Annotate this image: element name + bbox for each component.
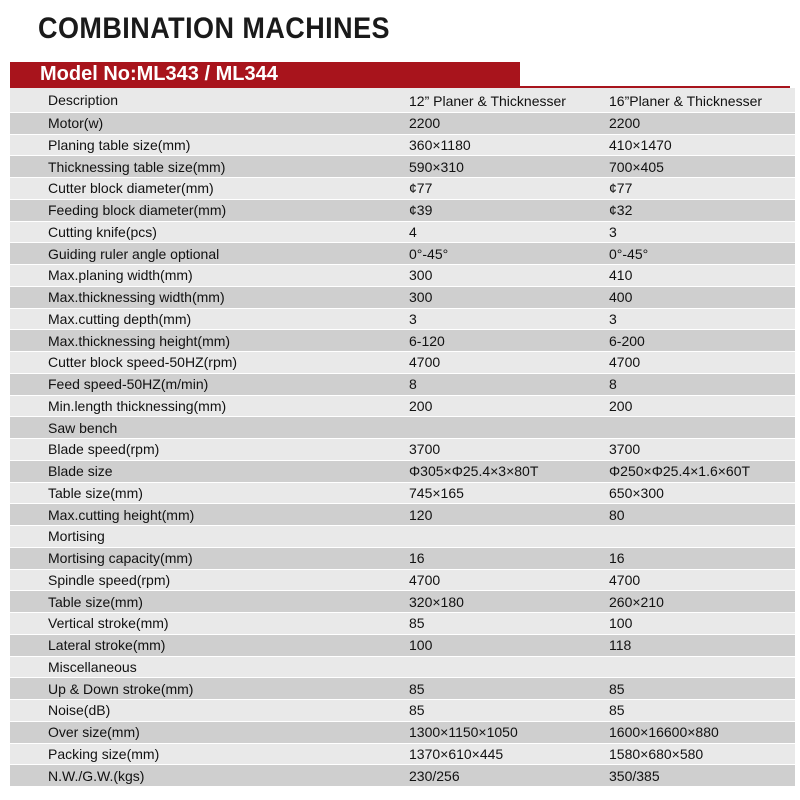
value-12in xyxy=(403,656,604,678)
value-12in: 300 xyxy=(403,286,604,308)
row-label: Max.cutting height(mm) xyxy=(10,504,403,526)
value-16in: 650×300 xyxy=(604,482,795,504)
row-label: Feed speed-50HZ(m/min) xyxy=(10,373,403,395)
value-16in: 4700 xyxy=(604,569,795,591)
table-row xyxy=(10,765,795,787)
table-row xyxy=(10,569,795,591)
value-12in: 85 xyxy=(403,678,604,700)
value-12in: 2200 xyxy=(403,112,604,134)
table-row xyxy=(10,373,795,395)
table-row xyxy=(10,395,795,417)
row-label: Guiding ruler angle optional xyxy=(10,243,403,265)
value-12in: 1370×610×445 xyxy=(403,743,604,765)
value-12in: 745×165 xyxy=(403,482,604,504)
value-16in: 1600×16600×880 xyxy=(604,721,795,743)
row-label: Miscellaneous xyxy=(10,656,403,678)
value-12in: 230/256 xyxy=(403,765,604,787)
row-label: Table size(mm) xyxy=(10,482,403,504)
table-row xyxy=(10,613,795,635)
table-row xyxy=(10,112,795,134)
column-header-description: Description xyxy=(10,88,403,112)
row-label: Planing table size(mm) xyxy=(10,134,403,156)
value-12in: 1300×1150×1050 xyxy=(403,721,604,743)
table-row xyxy=(10,547,795,569)
table-row xyxy=(10,743,795,765)
value-16in: 410×1470 xyxy=(604,134,795,156)
value-16in: 260×210 xyxy=(604,591,795,613)
row-label: Cutter block diameter(mm) xyxy=(10,178,403,200)
row-label: N.W./G.W.(kgs) xyxy=(10,765,403,787)
row-label: Over size(mm) xyxy=(10,721,403,743)
table-row xyxy=(10,352,795,374)
value-12in: 4700 xyxy=(403,352,604,374)
table-row xyxy=(10,591,795,613)
table-row xyxy=(10,504,795,526)
table-row xyxy=(10,678,795,700)
table-row xyxy=(10,330,795,352)
value-12in: 320×180 xyxy=(403,591,604,613)
row-label: Cutting knife(pcs) xyxy=(10,221,403,243)
value-12in: 8 xyxy=(403,373,604,395)
value-12in: ¢39 xyxy=(403,199,604,221)
value-12in: 100 xyxy=(403,634,604,656)
row-label: Table size(mm) xyxy=(10,591,403,613)
row-label: Spindle speed(rpm) xyxy=(10,569,403,591)
value-16in: 6-200 xyxy=(604,330,795,352)
value-16in: 2200 xyxy=(604,112,795,134)
table-row xyxy=(10,178,795,200)
value-12in: 4 xyxy=(403,221,604,243)
value-16in: 0°-45° xyxy=(604,243,795,265)
table-row xyxy=(10,721,795,743)
row-label: Mortising capacity(mm) xyxy=(10,547,403,569)
row-label: Max.thicknessing height(mm) xyxy=(10,330,403,352)
table-row xyxy=(10,482,795,504)
table-row xyxy=(10,221,795,243)
row-label: Up & Down stroke(mm) xyxy=(10,678,403,700)
value-16in xyxy=(604,526,795,548)
value-16in: 85 xyxy=(604,678,795,700)
value-16in: 100 xyxy=(604,613,795,635)
value-16in: 4700 xyxy=(604,352,795,374)
value-12in: 4700 xyxy=(403,569,604,591)
table-row xyxy=(10,308,795,330)
value-16in: 3700 xyxy=(604,439,795,461)
table-row xyxy=(10,286,795,308)
table-row xyxy=(10,700,795,722)
row-label: Cutter block speed-50HZ(rpm) xyxy=(10,352,403,374)
value-16in: 400 xyxy=(604,286,795,308)
value-16in: 80 xyxy=(604,504,795,526)
value-12in: 590×310 xyxy=(403,156,604,178)
value-16in: 85 xyxy=(604,700,795,722)
table-row xyxy=(10,439,795,461)
row-label: Blade speed(rpm) xyxy=(10,439,403,461)
row-label: Mortising xyxy=(10,526,403,548)
table-row xyxy=(10,134,795,156)
value-16in: Φ250×Φ25.4×1.6×60T xyxy=(604,460,795,482)
column-header-16in: 16”Planer & Thicknesser xyxy=(604,88,795,112)
table-row xyxy=(10,156,795,178)
value-16in: 8 xyxy=(604,373,795,395)
row-label: Thicknessing table size(mm) xyxy=(10,156,403,178)
value-16in xyxy=(604,656,795,678)
row-label: Blade size xyxy=(10,460,403,482)
row-label: Packing size(mm) xyxy=(10,743,403,765)
table-row xyxy=(10,460,795,482)
table-row xyxy=(10,526,795,548)
row-label: Noise(dB) xyxy=(10,700,403,722)
row-label: Lateral stroke(mm) xyxy=(10,634,403,656)
value-16in: 410 xyxy=(604,265,795,287)
value-12in: Φ305×Φ25.4×3×80T xyxy=(403,460,604,482)
value-16in: 1580×680×580 xyxy=(604,743,795,765)
value-16in: 200 xyxy=(604,395,795,417)
row-label: Vertical stroke(mm) xyxy=(10,613,403,635)
row-label: Motor(w) xyxy=(10,112,403,134)
row-label: Feeding block diameter(mm) xyxy=(10,199,403,221)
value-12in: ¢77 xyxy=(403,178,604,200)
model-number-label: Model No:ML343 / ML344 xyxy=(40,63,278,85)
value-16in: 118 xyxy=(604,634,795,656)
value-12in: 0°-45° xyxy=(403,243,604,265)
row-label: Max.thicknessing width(mm) xyxy=(10,286,403,308)
table-row xyxy=(10,199,795,221)
value-12in: 85 xyxy=(403,613,604,635)
table-row xyxy=(10,243,795,265)
value-16in: 350/385 xyxy=(604,765,795,787)
page-title: COMBINATION MACHINES xyxy=(38,12,390,45)
value-16in: ¢77 xyxy=(604,178,795,200)
table-row xyxy=(10,656,795,678)
table-row xyxy=(10,265,795,287)
row-label: Max.cutting depth(mm) xyxy=(10,308,403,330)
value-16in: 16 xyxy=(604,547,795,569)
value-12in: 16 xyxy=(403,547,604,569)
value-16in: 700×405 xyxy=(604,156,795,178)
value-16in: 3 xyxy=(604,308,795,330)
column-header-12in: 12” Planer & Thicknesser xyxy=(403,88,604,112)
table-row xyxy=(10,634,795,656)
value-16in xyxy=(604,417,795,439)
table-row xyxy=(10,417,795,439)
table-header-row xyxy=(10,88,795,112)
spec-table xyxy=(10,88,795,787)
value-12in: 120 xyxy=(403,504,604,526)
value-16in: 3 xyxy=(604,221,795,243)
row-label: Saw bench xyxy=(10,417,403,439)
value-12in: 3700 xyxy=(403,439,604,461)
value-12in xyxy=(403,417,604,439)
value-12in: 6-120 xyxy=(403,330,604,352)
value-12in xyxy=(403,526,604,548)
row-label: Max.planing width(mm) xyxy=(10,265,403,287)
value-12in: 85 xyxy=(403,700,604,722)
value-12in: 3 xyxy=(403,308,604,330)
value-12in: 360×1180 xyxy=(403,134,604,156)
value-12in: 300 xyxy=(403,265,604,287)
value-16in: ¢32 xyxy=(604,199,795,221)
value-12in: 200 xyxy=(403,395,604,417)
row-label: Min.length thicknessing(mm) xyxy=(10,395,403,417)
